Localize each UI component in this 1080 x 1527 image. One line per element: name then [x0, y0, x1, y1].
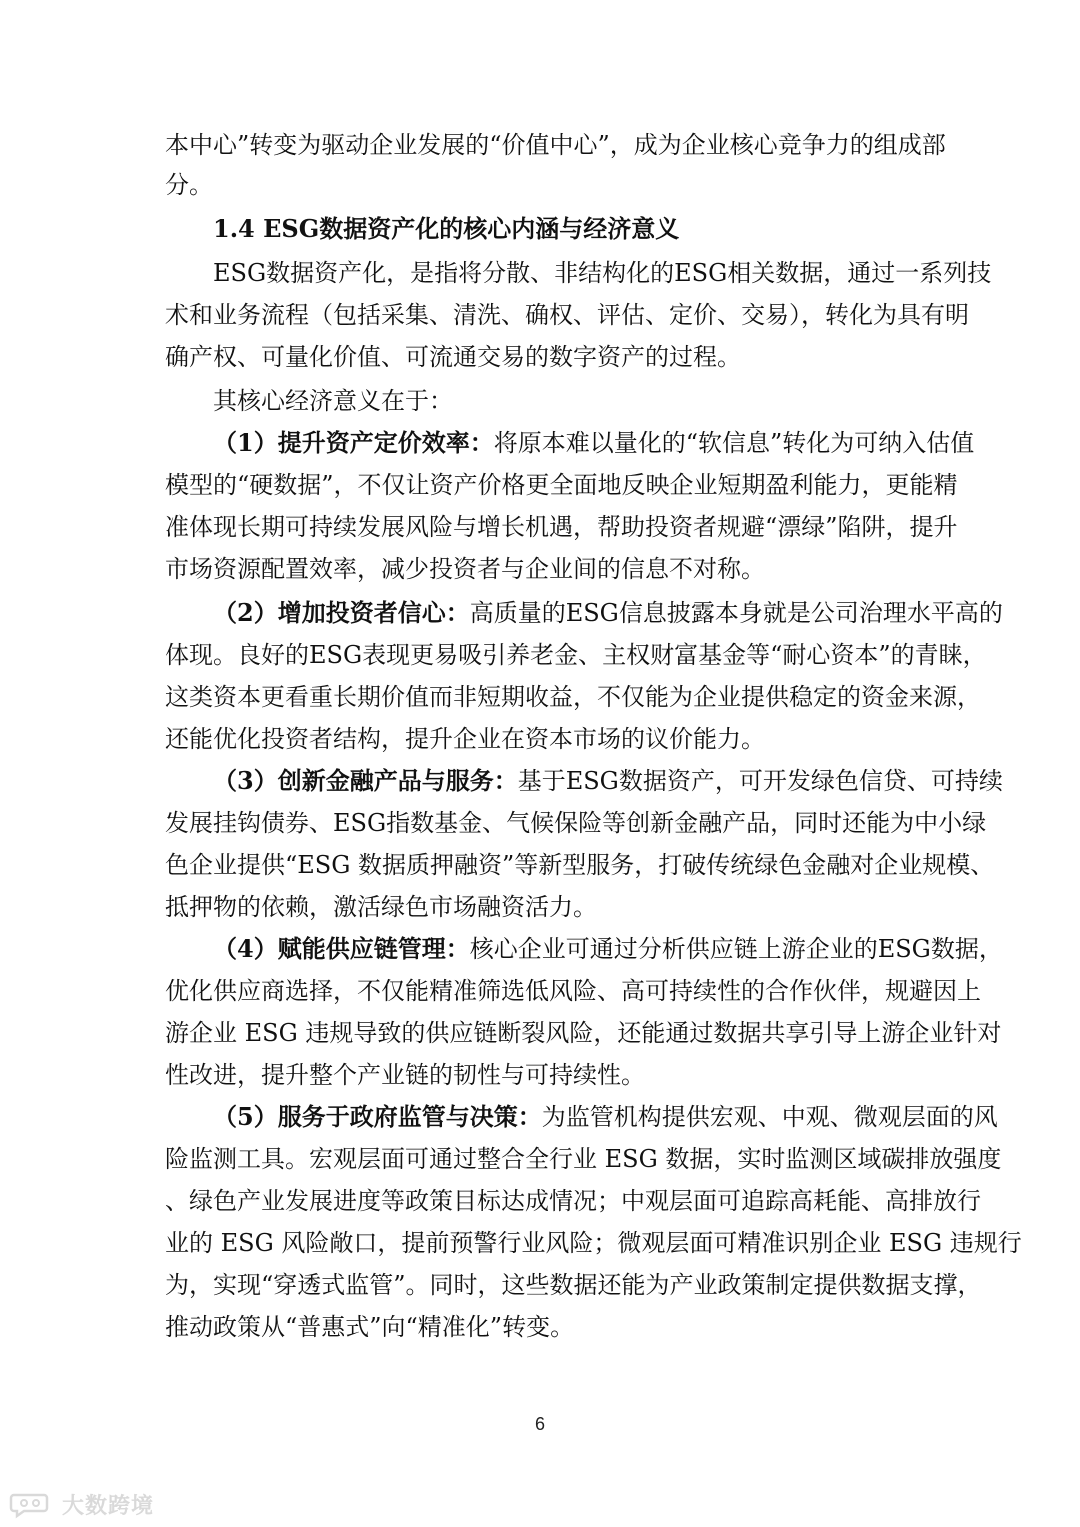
point-text: 将原本难以量化的“软信息”转化为可纳入估值 [493, 429, 975, 457]
watermark-text: 大数跨境 [62, 1493, 155, 1519]
text-line: 准体现长期可持续发展风险与增长机遇，帮助投资者规避“漂绿”陷阱，提升 [165, 513, 958, 541]
text-line: 本中心”转变为驱动企业发展的“价值中心”，成为企业核心竞争力的组成部 [165, 131, 946, 159]
point-label: （4）赋能供应链管理： [213, 934, 470, 963]
point-first-line [213, 1100, 998, 1134]
point-label: （2）增加投资者信心： [213, 598, 470, 627]
point-first-line [213, 596, 1003, 630]
text-line: 险监测工具。宏观层面可通过整合全行业 ESG 数据，实时监测区域碳排放强度 [165, 1145, 1002, 1173]
watermark [10, 1489, 154, 1519]
text-line: 游企业 ESG 违规导致的供应链断裂风险，还能通过数据共享引导上游企业针对 [165, 1019, 1002, 1047]
point-label: （5）服务于政府监管与决策： [213, 1102, 542, 1131]
text-line: 这类资本更看重长期价值而非短期收益，不仅能为企业提供稳定的资金来源， [165, 683, 981, 711]
section-heading: 1.4 ESG数据资产化的核心内涵与经济意义 [213, 214, 680, 243]
text-line: 模型的“硬数据”，不仅让资产价格更全面地反映企业短期盈利能力，更能精 [165, 471, 958, 499]
point-text: 高质量的ESG信息披露本身就是公司治理水平高的 [469, 599, 1003, 627]
text-line: 为，实现“穿透式监管”。同时，这些数据还能为产业政策制定提供数据支撑， [165, 1271, 982, 1299]
text-line: 性改进，提升整个产业链的韧性与可持续性。 [165, 1061, 645, 1089]
chat-bubble-logo-icon [10, 1491, 56, 1517]
text-line: ESG数据资产化，是指将分散、非结构化的ESG相关数据，通过一系列技 [213, 259, 992, 287]
page-number: 6 [534, 1414, 545, 1434]
text-line: 分。 [165, 171, 213, 199]
point-text: 核心企业可通过分析供应链上游企业的ESG数据， [469, 935, 1003, 963]
point-first-line [213, 764, 1003, 798]
text-line: 色企业提供“ESG 数据质押融资”等新型服务，打破传统绿色金融对企业规模、 [165, 851, 995, 879]
text-line: 优化供应商选择，不仅能精准筛选低风险、高可持续性的合作伙伴，规避因上 [165, 977, 981, 1005]
text-line: 确产权、可量化价值、可流通交易的数字资产的过程。 [165, 343, 741, 371]
text-line: 术和业务流程（包括采集、清洗、确权、评估、定价、交易），转化为具有明 [165, 301, 969, 329]
text-line: 发展挂钩债券、ESG指数基金、气候保险等创新金融产品，同时还能为中小绿 [165, 809, 987, 837]
text-line: 其核心经济意义在于： [213, 387, 453, 415]
text-line: 、绿色产业发展进度等政策目标达成情况；中观层面可追踪高耗能、高排放行 [165, 1187, 981, 1215]
text-line: 市场资源配置效率，减少投资者与企业间的信息不对称。 [165, 555, 765, 583]
point-first-line [213, 426, 975, 460]
point-label: （3）创新金融产品与服务： [213, 766, 518, 795]
text-line: 推动政策从“普惠式”向“精准化”转变。 [165, 1313, 575, 1341]
text-line: 体现。良好的ESG表现更易吸引养老金、主权财富基金等“耐心资本”的青睐， [165, 641, 987, 669]
text-line: 还能优化投资者结构，提升企业在资本市场的议价能力。 [165, 725, 765, 753]
point-label: （1）提升资产定价效率： [213, 428, 494, 457]
point-first-line [213, 932, 1003, 966]
point-text: 为监管机构提供宏观、中观、微观层面的风 [541, 1103, 998, 1131]
text-line: 业的 ESG 风险敞口，提前预警行业风险；微观层面可精准识别企业 ESG 违规行 [165, 1229, 1022, 1257]
text-line: 抵押物的依赖，激活绿色市场融资活力。 [165, 893, 597, 921]
point-text: 基于ESG数据资产，可开发绿色信贷、可持续 [517, 767, 1003, 795]
